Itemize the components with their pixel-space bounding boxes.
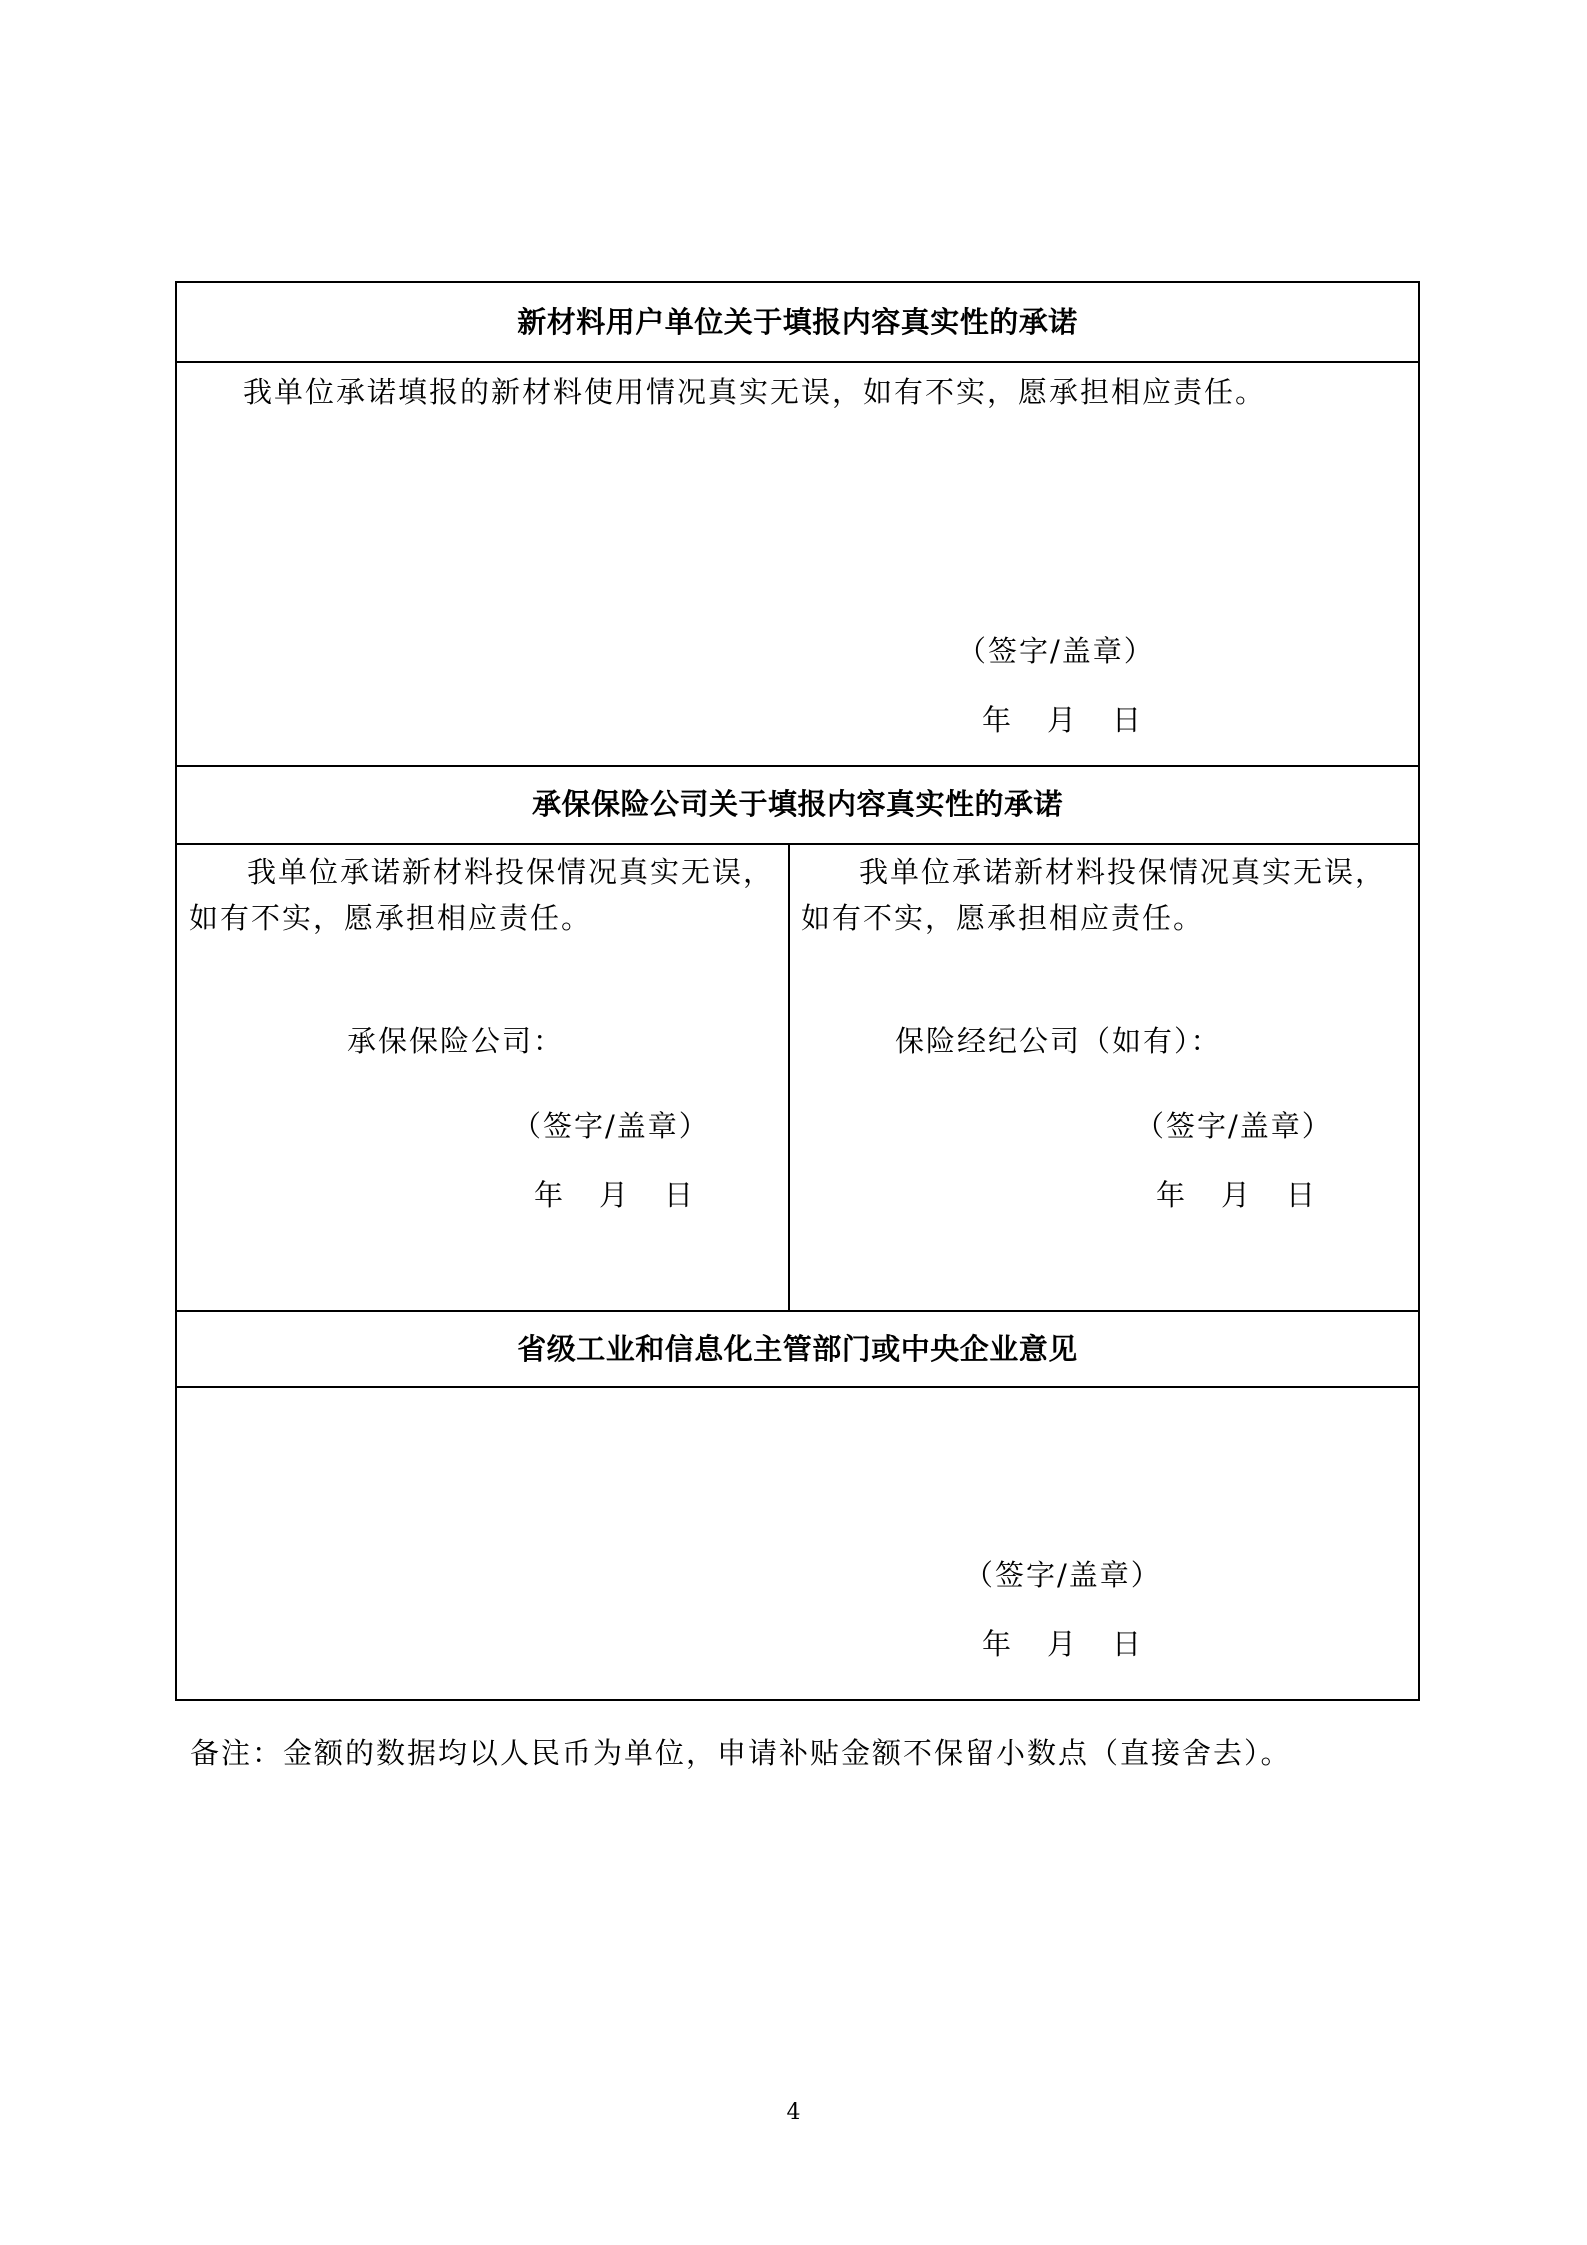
date-month: 月 xyxy=(1047,1627,1077,1661)
date-year: 年 xyxy=(534,1178,564,1212)
section1-date xyxy=(982,697,1141,743)
section2-right-signature-label: （签字/盖章） xyxy=(1135,1109,1333,1143)
date-month: 月 xyxy=(1047,703,1077,737)
section2-right-date xyxy=(1156,1172,1315,1218)
divider xyxy=(177,361,1418,363)
column-divider xyxy=(788,843,790,1310)
section2-right-statement: 我单位承诺新材料投保情况真实无误，如有不实，愿承担相应责任。 xyxy=(801,855,1387,935)
divider xyxy=(177,1386,1418,1388)
date-day: 日 xyxy=(1286,1178,1316,1212)
insurer-company-label: 承保保险公司： xyxy=(347,1024,565,1058)
divider xyxy=(177,843,1418,845)
date-year: 年 xyxy=(1156,1178,1186,1212)
section1-signature-label: （签字/盖章） xyxy=(957,634,1155,668)
section3-signature-label: （签字/盖章） xyxy=(964,1558,1162,1592)
section3-date xyxy=(982,1621,1141,1667)
commitment-form-table xyxy=(175,281,1420,1701)
footnote-remark: 备注：金额的数据均以人民币为单位，申请补贴金额不保留小数点（直接舍去）。 xyxy=(190,1736,1292,1770)
section1-title: 新材料用户单位关于填报内容真实性的承诺 xyxy=(517,305,1078,339)
section2-left-signature-label: （签字/盖章） xyxy=(512,1109,710,1143)
broker-company-label: 保险经纪公司（如有）： xyxy=(895,1024,1222,1058)
date-month: 月 xyxy=(599,1178,629,1212)
section1-statement: 我单位承诺填报的新材料使用情况真实无误，如有不实，愿承担相应责任。 xyxy=(243,375,1267,409)
section3-title: 省级工业和信息化主管部门或中央企业意见 xyxy=(517,1332,1078,1366)
date-month: 月 xyxy=(1221,1178,1251,1212)
section2-title: 承保保险公司关于填报内容真实性的承诺 xyxy=(531,787,1063,821)
section2-left-statement: 我单位承诺新材料投保情况真实无误，如有不实，愿承担相应责任。 xyxy=(189,855,775,935)
date-year: 年 xyxy=(982,703,1012,737)
page-number: 4 xyxy=(786,2100,801,2125)
date-day: 日 xyxy=(1112,1627,1142,1661)
date-year: 年 xyxy=(982,1627,1012,1661)
section2-left-date xyxy=(534,1172,693,1218)
date-day: 日 xyxy=(1112,703,1142,737)
date-day: 日 xyxy=(664,1178,694,1212)
